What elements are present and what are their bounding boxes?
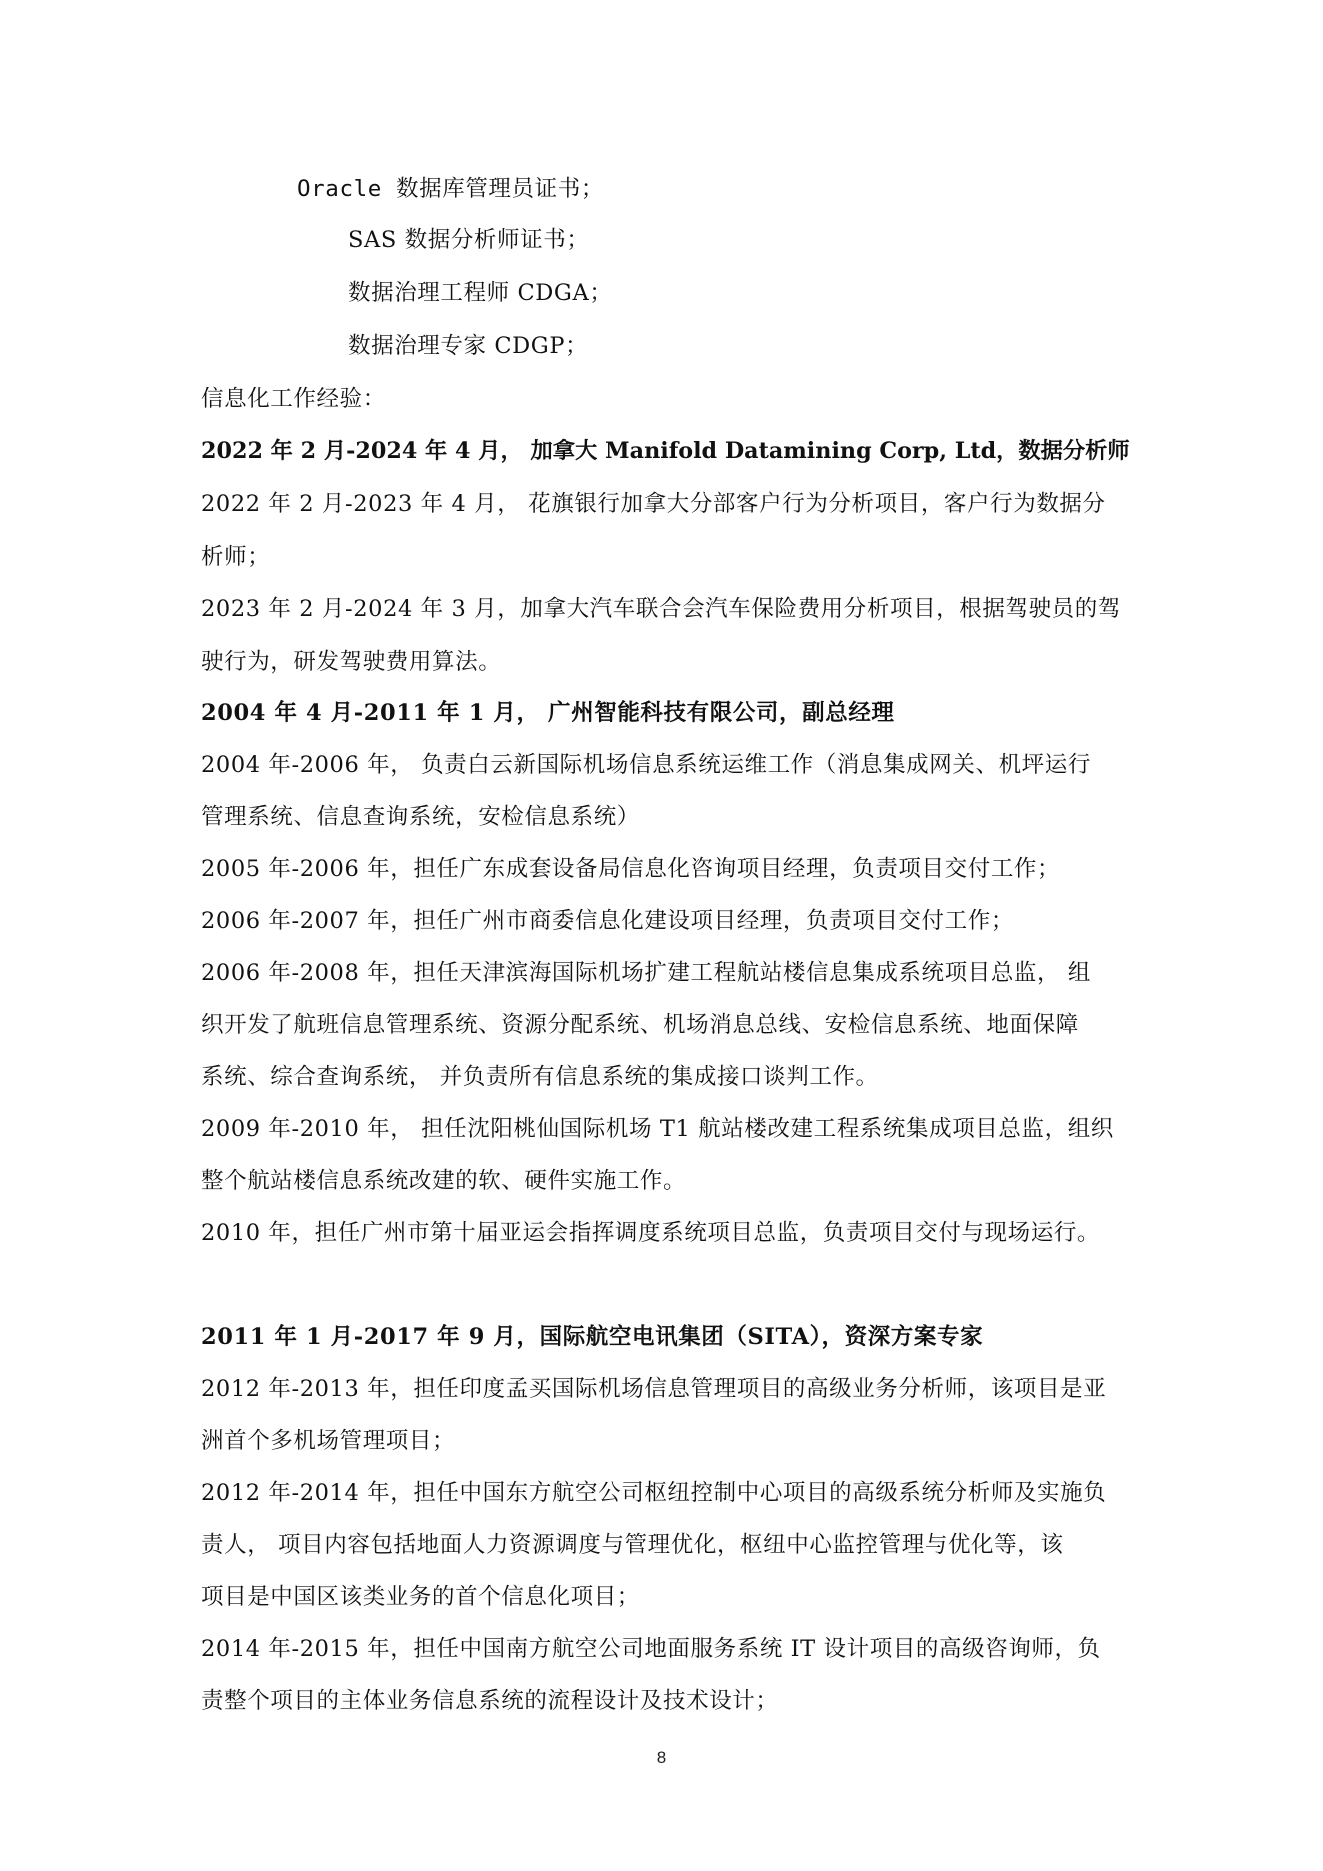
job-title-manifold: 2022 年 2 月-2024 年 4 月， 加拿大 Manifold Datamining Corp, Ltd，数据分析师 xyxy=(201,438,1130,464)
job-line: 2010 年，担任广州市第十届亚运会指挥调度系统项目总监，负责项目交付与现场运行。 xyxy=(201,1220,1101,1246)
job-line: 织开发了航班信息管理系统、资源分配系统、机场消息总线、安检信息系统、地面保障 xyxy=(201,1012,1079,1038)
job-line: 2023 年 2 月-2024 年 3 月，加拿大汽车联合会汽车保险费用分析项目，根据驾驶员的驾 xyxy=(201,596,1121,622)
job-line: 责整个项目的主体业务信息系统的流程设计及技术设计； xyxy=(201,1688,779,1714)
certificate-cdga: 数据治理工程师 CDGA； xyxy=(348,280,613,306)
job-line: 整个航站楼信息系统改建的软、硬件实施工作。 xyxy=(201,1168,687,1194)
job-title-guangzhou: 2004 年 4 月-2011 年 1 月， 广州智能科技有限公司，副总经理 xyxy=(201,700,895,726)
job-line: 项目是中国区该类业务的首个信息化项目； xyxy=(201,1584,640,1610)
job-line: 驶行为，研发驾驶费用算法。 xyxy=(201,649,502,675)
job-line: 洲首个多机场管理项目； xyxy=(201,1428,456,1454)
certificate-oracle: Oracle 数据库管理员证书； xyxy=(297,176,604,202)
job-line: 2012 年-2014 年，担任中国东方航空公司枢纽控制中心项目的高级系统分析师及实施负 xyxy=(201,1480,1107,1506)
job-line: 2006 年-2007 年，担任广州市商委信息化建设项目经理，负责项目交付工作； xyxy=(201,908,1014,934)
certificate-cdgp: 数据治理专家 CDGP； xyxy=(348,333,589,359)
job-line: 管理系统、信息查询系统，安检信息系统） xyxy=(201,804,640,830)
job-line: 系统、综合查询系统， 并负责所有信息系统的集成接口谈判工作。 xyxy=(201,1064,879,1090)
job-line: 责人， 项目内容包括地面人力资源调度与管理优化，枢纽中心监控管理与优化等，该 xyxy=(201,1532,1064,1558)
job-line: 2012 年-2013 年，担任印度孟买国际机场信息管理项目的高级业务分析师，该项目是亚 xyxy=(201,1376,1107,1402)
job-line: 2006 年-2008 年，担任天津滨海国际机场扩建工程航站楼信息集成系统项目总监， 组 xyxy=(201,960,1091,986)
job-line: 2004 年-2006 年， 负责白云新国际机场信息系统运维工作（消息集成网关、机坪运行 xyxy=(201,752,1091,778)
job-title-sita: 2011 年 1 月-2017 年 9 月，国际航空电讯集团（SITA），资深方案专家 xyxy=(201,1324,984,1350)
job-line: 2014 年-2015 年，担任中国南方航空公司地面服务系统 IT 设计项目的高级咨询师，负 xyxy=(201,1636,1101,1662)
job-line: 2022 年 2 月-2023 年 4 月， 花旗银行加拿大分部客户行为分析项目，客户行为数据分 xyxy=(201,491,1106,517)
page-number: 8 xyxy=(656,1748,667,1767)
job-line: 2009 年-2010 年， 担任沈阳桃仙国际机场 T1 航站楼改建工程系统集成项目总监，组织 xyxy=(201,1116,1114,1142)
job-line: 析师； xyxy=(201,544,271,570)
section-heading: 信息化工作经验： xyxy=(201,386,386,412)
certificate-sas: SAS 数据分析师证书； xyxy=(348,227,590,253)
job-line: 2005 年-2006 年，担任广东成套设备局信息化咨询项目经理，负责项目交付工作； xyxy=(201,856,1061,882)
